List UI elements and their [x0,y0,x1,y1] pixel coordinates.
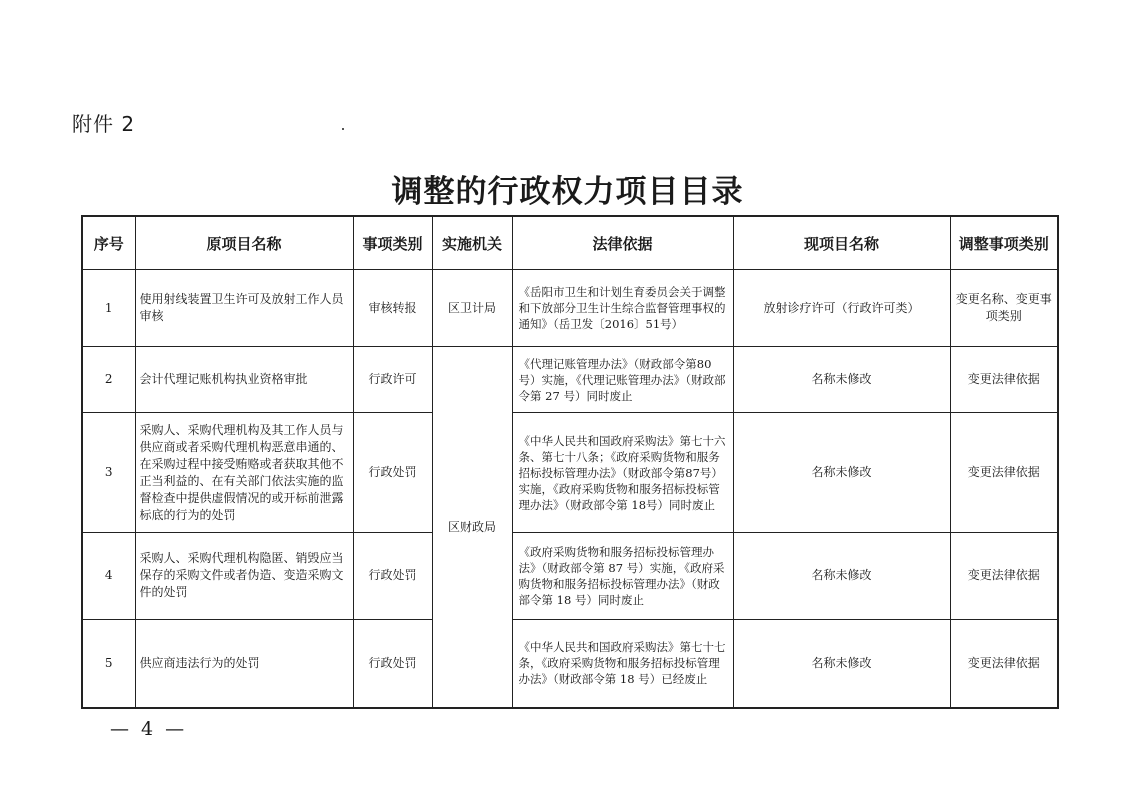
cell-legal-basis: 《政府采购货物和服务招标投标管理办法》（财政部令第 87 号）实施，《政府采购货物和服务招标投标管理办法》（财政部令第 18 号）同时废止 [512,533,733,619]
header-no: 序号 [82,216,135,270]
table-row [82,413,1058,533]
cell-legal-basis: 《代理记账管理办法》（财政部令第80号）实施，《代理记账管理办法》（财政部令第 27 号）同时废止 [512,347,733,413]
cell-original-name: 供应商违法行为的处罚 [135,619,353,708]
cell-current-name: 放射诊疗许可（行政许可类） [733,270,950,347]
document-title: 调整的行政权力项目目录 [391,174,744,210]
cell-original-name: 使用射线装置卫生许可及放射工作人员审核 [135,270,353,347]
cell-adjustment: 变更法律依据 [950,619,1058,708]
cell-legal-basis: 《中华人民共和国政府采购法》第七十七条，《政府采购货物和服务招标投标管理办法》（财政部令第 18 号）已经废止 [512,619,733,708]
table-row [82,270,1058,347]
cell-original-name: 会计代理记账机构执业资格审批 [135,347,353,413]
cell-no: 3 [82,413,135,533]
scan-speck [342,128,344,130]
cell-authority: 区卫计局 [432,270,512,347]
cell-adjustment: 变更法律依据 [950,533,1058,619]
table-row [82,533,1058,619]
header-legal-basis: 法律依据 [512,216,733,270]
power-items-table [81,215,1059,709]
cell-no: 1 [82,270,135,347]
cell-adjustment: 变更法律依据 [950,347,1058,413]
cell-category: 行政处罚 [353,619,432,708]
cell-original-name: 采购人、采购代理机构及其工作人员与供应商或者采购代理机构恶意串通的、在采购过程中接受贿赂或者获取其他不正当利益的、在有关部门依法实施的监督检查中提供虚假情况的或开标前泄露标底的行为的处罚 [135,413,353,533]
cell-current-name: 名称未修改 [733,619,950,708]
cell-no: 2 [82,347,135,413]
header-authority: 实施机关 [432,216,512,270]
cell-current-name: 名称未修改 [733,347,950,413]
cell-current-name: 名称未修改 [733,533,950,619]
cell-no: 5 [82,619,135,708]
cell-category: 审核转报 [353,270,432,347]
cell-original-name: 采购人、采购代理机构隐匿、销毁应当保存的采购文件或者伪造、变造采购文件的处罚 [135,533,353,619]
cell-adjustment: 变更法律依据 [950,413,1058,533]
attachment-label: 附件 2 [72,112,136,136]
table-header-row [82,216,1058,270]
header-category: 事项类别 [353,216,432,270]
header-original-name: 原项目名称 [135,216,353,270]
table-row [82,619,1058,708]
table-row [82,347,1058,413]
cell-no: 4 [82,533,135,619]
header-current-name: 现项目名称 [733,216,950,270]
cell-legal-basis: 《岳阳市卫生和计划生育委员会关于调整和下放部分卫生计生综合监督管理事权的通知》（岳卫发〔2016〕51号） [512,270,733,347]
cell-category: 行政处罚 [353,533,432,619]
cell-category: 行政许可 [353,347,432,413]
cell-authority: 区财政局 [432,347,512,708]
cell-category: 行政处罚 [353,413,432,533]
page-number: — 4 — [110,718,188,740]
header-adjustment: 调整事项类别 [950,216,1058,270]
cell-current-name: 名称未修改 [733,413,950,533]
cell-legal-basis: 《中华人民共和国政府采购法》第七十六条、第七十八条；《政府采购货物和服务招标投标管理办法》（财政部令第87号）实施，《政府采购货物和服务招标投标管理办法》（财政部令第 18号）同时废止 [512,413,733,533]
cell-adjustment: 变更名称、变更事项类别 [950,270,1058,347]
